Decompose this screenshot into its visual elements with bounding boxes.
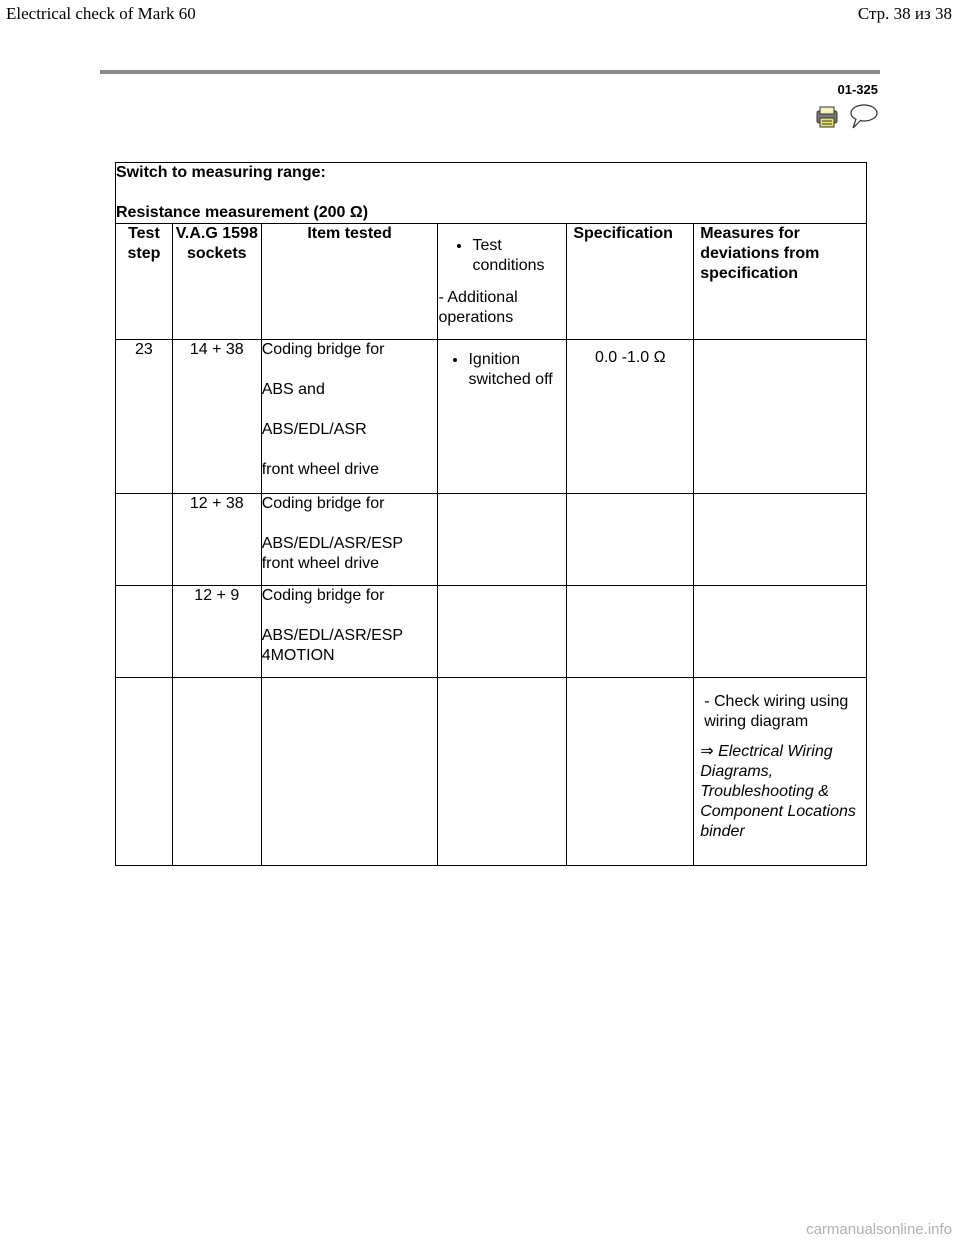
item-tested-cell (261, 586, 438, 678)
item-tested-cell (261, 340, 438, 494)
comment-icon[interactable] (851, 105, 877, 128)
conditions-extra: - Additional operations (438, 289, 518, 326)
item-line: Coding bridge for (261, 495, 385, 512)
item-line: ABS/EDL/ASR/ESP 4MOTION (261, 627, 403, 664)
sockets-cell: 14 + 38 (172, 340, 261, 494)
table-row (116, 494, 867, 586)
col-header-specification: Specification (567, 224, 694, 340)
range-value: Resistance measurement (200 Ω) (116, 204, 369, 221)
conditions-cell (438, 586, 567, 678)
conditions-cell (438, 340, 567, 494)
specification-cell (567, 586, 694, 678)
test-step-cell: 23 (116, 340, 173, 494)
test-step-cell (116, 586, 173, 678)
specification-cell (567, 494, 694, 586)
conditions-cell (438, 494, 567, 586)
specification-cell (567, 678, 694, 866)
document-title: Electrical check of Mark 60 (6, 4, 196, 23)
sockets-cell: 12 + 38 (172, 494, 261, 586)
item-line: ABS/EDL/ASR (261, 421, 367, 438)
watermark-footer: carmanualsonline.info (806, 1221, 952, 1238)
item-line: Coding bridge for (261, 341, 385, 358)
page-number: 01-325 (837, 82, 878, 97)
item-tested-cell (261, 678, 438, 866)
item-tested-cell (261, 494, 438, 586)
print-icon[interactable] (817, 107, 837, 127)
table-row (116, 678, 867, 866)
conditions-cell (438, 678, 567, 866)
range-title: Switch to measuring range: (116, 164, 326, 181)
col-header-sockets: V.A.G 1598 sockets (172, 224, 261, 340)
col-header-item-tested: Item tested (261, 224, 438, 340)
item-line: Coding bridge for (261, 587, 385, 604)
measures-cell (694, 586, 867, 678)
measuring-range-cell (116, 163, 867, 224)
col-header-measures: Measures for deviations from specification (694, 224, 867, 340)
check-wiring-text: - Check wiring using wiring diagram (704, 693, 849, 730)
wiring-diagram-link[interactable]: ⇒ Electrical Wiring Diagrams, Troubleshooting & Component Locations binder (700, 743, 856, 840)
measures-cell (694, 678, 867, 866)
item-line: front wheel drive (261, 461, 380, 478)
measures-cell (694, 494, 867, 586)
measures-cell (694, 340, 867, 494)
table-row (116, 586, 867, 678)
test-step-cell (116, 678, 173, 866)
table-row (116, 340, 867, 494)
measurement-table (115, 162, 867, 866)
sockets-cell (172, 678, 261, 866)
page-info: Стр. 38 из 38 (857, 4, 952, 23)
sockets-cell: 12 + 9 (172, 586, 261, 678)
toolbar-icons (814, 104, 880, 130)
col-header-conditions (438, 224, 567, 340)
condition-bullet: • Ignition switched off (468, 350, 566, 390)
item-line: ABS/EDL/ASR/ESP front wheel drive (261, 535, 403, 572)
test-step-cell (116, 494, 173, 586)
specification-cell: 0.0 -1.0 Ω (567, 340, 694, 494)
item-line: ABS and (261, 381, 325, 398)
header-rule (100, 70, 880, 74)
conditions-bullet: • Test conditions (472, 236, 566, 276)
col-header-test-step: Test step (116, 224, 173, 340)
